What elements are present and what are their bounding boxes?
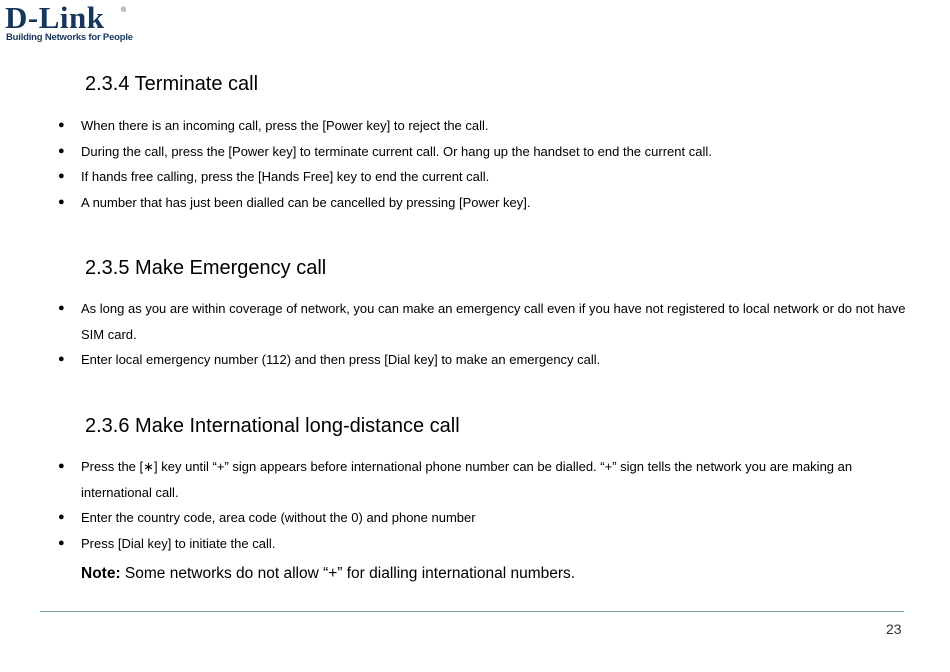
heading-international-call: 2.3.6 Make International long-distance call [85, 415, 460, 437]
list-item [58, 296, 908, 347]
dlink-logo [5, 0, 133, 46]
bullet-icon: ● [58, 170, 65, 182]
logo-tagline: Building Networks for People [6, 32, 133, 43]
note [81, 563, 575, 585]
list-item-text: During the call, press the [Power key] to terminate current call. Or hang up the handset to end the current call. [81, 144, 712, 159]
bullet-icon: ● [58, 537, 65, 549]
list-item [58, 347, 908, 373]
note-text: Some networks do not allow “+” for dialling international numbers. [120, 565, 576, 582]
bullet-icon: ● [58, 196, 65, 208]
list-item-text: Press [Dial key] to initiate the call. [81, 536, 276, 551]
list-item [58, 190, 908, 216]
list-item [58, 505, 908, 531]
list-item [58, 454, 908, 505]
bullet-icon: ● [58, 460, 65, 472]
heading-terminate-call: 2.3.4 Terminate call [85, 73, 259, 95]
heading-emergency-call: 2.3.5 Make Emergency call [85, 257, 327, 279]
footer-divider [40, 611, 904, 612]
logo-registered-mark: ® [121, 7, 127, 14]
list-item [58, 164, 908, 190]
list-item [58, 139, 908, 165]
logo-brand: D-Link [5, 0, 105, 35]
list-item-text: A number that has just been dialled can be cancelled by pressing [Power key]. [81, 195, 531, 210]
list-item-text: Enter local emergency number (112) and then press [Dial key] to make an emergency call. [81, 352, 601, 367]
note-label: Note: [81, 565, 121, 582]
list-item-text: Press the [∗] key until “+” sign appears before international phone number can be dialled. “+” sign tells the network you are making an international call. [81, 459, 853, 500]
bullet-icon: ● [58, 302, 65, 314]
bullet-icon: ● [58, 119, 65, 131]
list-item [58, 531, 908, 557]
list-item-text: If hands free calling, press the [Hands Free] key to end the current call. [81, 169, 490, 184]
bullet-icon: ● [58, 353, 65, 365]
list-item-text: Enter the country code, area code (without the 0) and phone number [81, 510, 476, 525]
list-item-text: When there is an incoming call, press the [Power key] to reject the call. [81, 118, 489, 133]
list-item-text: As long as you are within coverage of network, you can make an emergency call even if you have not registered to local network or do not have SIM card. [81, 301, 906, 342]
bullet-icon: ● [58, 511, 65, 523]
page-number: 23 [886, 621, 902, 637]
list-item [58, 113, 908, 139]
bullet-icon: ● [58, 145, 65, 157]
